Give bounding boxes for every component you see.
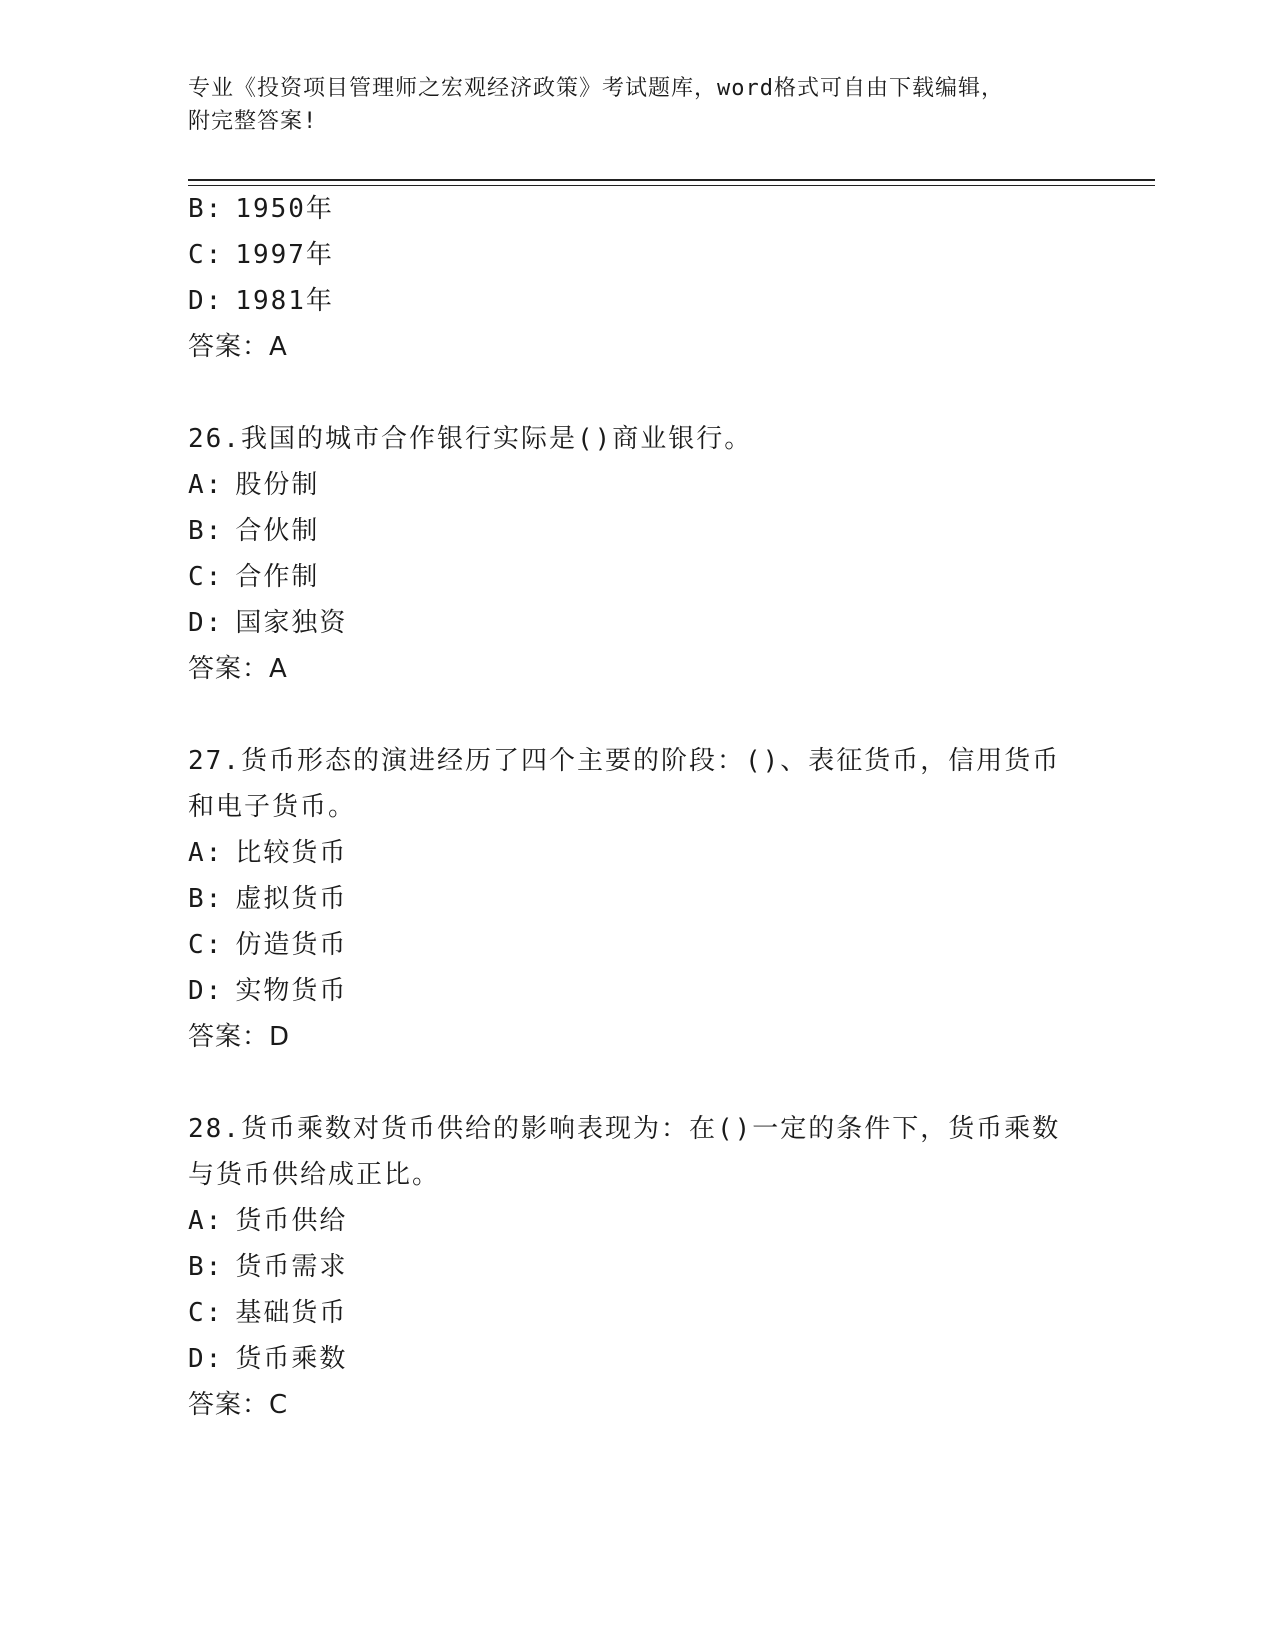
option-text: 合作制 — [235, 562, 320, 592]
question-text: 货币形态的演进经历了四个主要的阶段：()、表征货币，信用货币 — [240, 746, 1061, 776]
option-key: C: — [188, 930, 224, 960]
question-number: 28. — [188, 1114, 241, 1144]
header-line-2: 附完整答案! — [188, 109, 318, 134]
option-b — [188, 882, 347, 916]
option-b — [188, 514, 319, 548]
option-text: 1997年 — [235, 240, 334, 270]
option-key: C: — [188, 1298, 224, 1328]
answer: 答案：A — [188, 332, 288, 362]
option-text: 基础货币 — [235, 1298, 348, 1328]
answer: 答案：D — [188, 1022, 291, 1052]
option-text: 实物货币 — [235, 976, 348, 1006]
option-key: C: — [188, 240, 224, 270]
option-key: A: — [188, 838, 224, 868]
option-key: C: — [188, 562, 224, 592]
question-28-text — [188, 1112, 1060, 1146]
option-text: 比较货币 — [235, 838, 348, 868]
option-text: 货币乘数 — [235, 1344, 348, 1374]
option-d — [188, 284, 334, 318]
option-text: 仿造货币 — [235, 930, 348, 960]
option-text: 合伙制 — [235, 516, 320, 546]
header-line-1: 专业《投资项目管理师之宏观经济政策》考试题库，word格式可自由下载编辑， — [188, 76, 1004, 101]
option-text: 股份制 — [235, 470, 320, 500]
question-text: 货币乘数对货币供给的影响表现为：在()一定的条件下，货币乘数 — [240, 1114, 1061, 1144]
option-d — [188, 1342, 347, 1376]
option-text: 虚拟货币 — [235, 884, 348, 914]
option-key: B: — [188, 884, 224, 914]
option-text: 1981年 — [235, 286, 334, 316]
option-key: D: — [188, 1344, 224, 1374]
option-c — [188, 238, 334, 272]
option-b — [188, 1250, 347, 1284]
option-a — [188, 1204, 347, 1238]
option-key: B: — [188, 1252, 224, 1282]
answer: 答案：A — [188, 654, 288, 684]
option-key: D: — [188, 976, 224, 1006]
option-text: 1950年 — [235, 194, 334, 224]
option-c — [188, 560, 319, 594]
option-d — [188, 606, 347, 640]
question-number: 27. — [188, 746, 241, 776]
option-key: A: — [188, 470, 224, 500]
option-b — [188, 192, 334, 226]
question-28-text-cont: 与货币供给成正比。 — [188, 1160, 441, 1190]
question-text: 我国的城市合作银行实际是()商业银行。 — [240, 424, 753, 454]
option-a — [188, 468, 319, 502]
answer: 答案：C — [188, 1390, 289, 1420]
option-text: 货币供给 — [235, 1206, 348, 1236]
header-divider-thick — [188, 179, 1155, 181]
question-27-text-cont: 和电子货币。 — [188, 792, 357, 822]
option-key: D: — [188, 608, 224, 638]
option-text: 国家独资 — [235, 608, 348, 638]
option-d — [188, 974, 347, 1008]
question-26-text — [188, 422, 752, 456]
question-number: 26. — [188, 424, 241, 454]
option-c — [188, 1296, 347, 1330]
option-c — [188, 928, 347, 962]
option-a — [188, 836, 347, 870]
option-text: 货币需求 — [235, 1252, 348, 1282]
option-key: B: — [188, 516, 224, 546]
header-divider-thin — [188, 185, 1155, 186]
option-key: B: — [188, 194, 224, 224]
option-key: A: — [188, 1206, 224, 1236]
page-header — [188, 72, 1088, 138]
question-27-text — [188, 744, 1060, 778]
option-key: D: — [188, 286, 224, 316]
